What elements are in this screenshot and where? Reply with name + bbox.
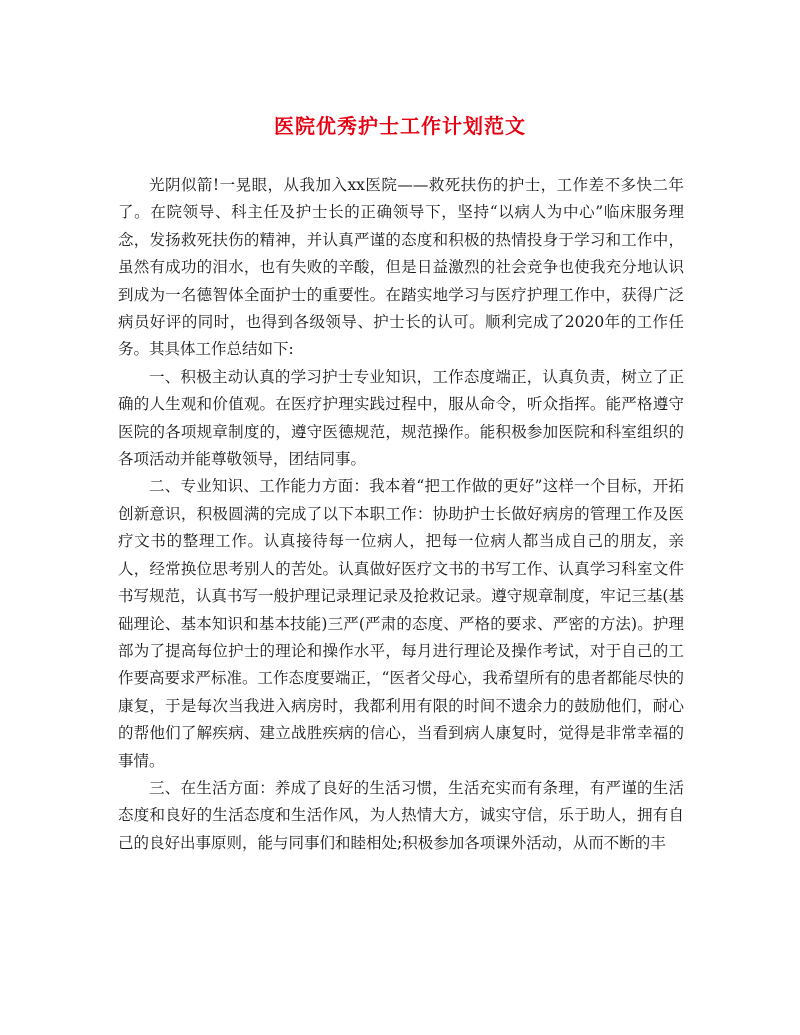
paragraph-section-1: 一、积极主动认真的学习护士专业知识，工作态度端正，认真负责，树立了正确的人生观和价值观。在医疗护理实践过程中，服从命令，听众指挥。能严格遵守医院的各项规章制度的，遵守医德规范，规范操作。能积极参加医院和科室组织的各项活动并能尊敬领导，团结同事。 (118, 367, 684, 469)
paragraph-section-3: 三、在生活方面：养成了良好的生活习惯，生活充实而有条理，有严谨的生活态度和良好的生活态度和生活作风，为人热情大方，诚实守信，乐于助人，拥有自己的良好出事原则，能与同事们和睦相处;积极参加各项课外活动，从而不断的丰 (118, 778, 684, 852)
document-body (118, 172, 684, 857)
document-title: 医院优秀护士工作计划范文 (274, 114, 526, 138)
paragraph-section-2: 二、专业知识、工作能力方面：我本着“把工作做的更好”这样一个目标，开拓创新意识，积极圆满的完成了以下本职工作：协助护士长做好病房的管理工作及医疗文书的整理工作。认真接待每一位病人，把每一位病人都当成自己的朋友，亲人，经常换位思考别人的苦处。认真做好医疗文书的书写工作、认真学习科室文件书写规范，认真书写一般护理记录理记录及抢救记录。遵守规章制度，牢记三基(基础理论、基本知识和基本技能)三严(严肃的态度、严格的要求、严密的方法)。护理部为了提高每位护士的理论和操作水平，每月进行理论及操作考试，对于自己的工作要高要求严标准。工作态度要端正，“医者父母心，我希望所有的患者都能尽快的康复，于是每次当我进入病房时，我都利用有限的时间不遗余力的鼓励他们，耐心的帮他们了解疾病、建立战胜疾病的信心，当看到病人康复时，觉得是非常幸福的事情。 (118, 477, 684, 770)
paragraph-intro: 光阴似箭!一晃眼，从我加入xx医院——救死扶伤的护士，工作差不多快二年了。在院领导、科主任及护士长的正确领导下，坚持“以病人为中心”临床服务理念，发扬救死扶伤的精神，并认真严谨的态度和积极的热情投身于学习和工作中，虽然有成功的泪水，也有失败的辛酸，但是日益激烈的社会竞争也使我充分地认识到成为一名德智体全面护士的重要性。在踏实地学习与医疗护理工作中，获得广泛病员好评的同时，也得到各级领导、护士长的认可。顺利完成了2020年的工作任务。其具体工作总结如下: (118, 176, 684, 359)
